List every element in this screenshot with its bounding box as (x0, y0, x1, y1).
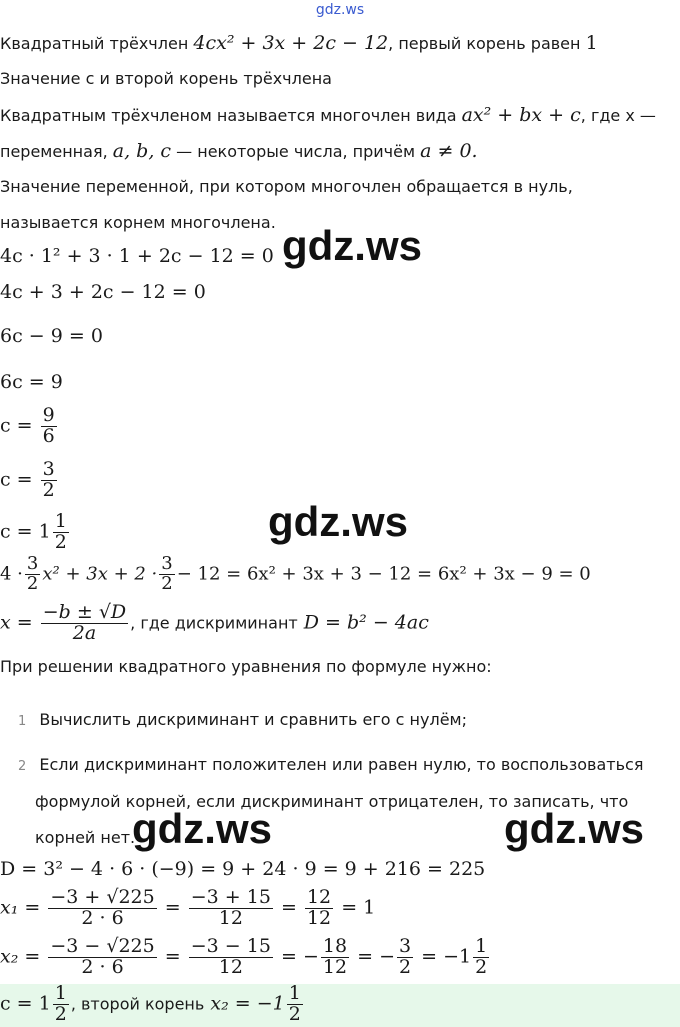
method-intro: При решении квадратного уравнения по формуле нужно: (0, 657, 492, 676)
step-2: 4c + 3 + 2c − 12 = 0 (0, 281, 206, 303)
numerator: −b ± √D (42, 601, 127, 623)
lhs: c = (0, 468, 33, 491)
fraction (48, 937, 156, 978)
numerator: 1 (54, 984, 67, 1004)
definition-text: переменная, (0, 142, 108, 161)
intro-tail: , первый корень равен (388, 34, 581, 53)
answer-line (0, 984, 305, 1025)
fraction (473, 937, 489, 978)
fraction (53, 984, 69, 1025)
numerator: 9 (42, 404, 55, 426)
fraction (159, 555, 174, 594)
equals: = (280, 896, 297, 919)
trinomial-formula: 4cx² + 3x + 2c − 12 (193, 32, 389, 54)
c-fraction-1 (0, 406, 59, 447)
substitution-line (0, 555, 591, 594)
watermark: gdz.ws (504, 805, 645, 852)
denominator: 2 (475, 955, 488, 978)
numerator: 3 (42, 458, 55, 480)
definition-1-line-2 (0, 140, 478, 162)
denominator: 12 (306, 906, 332, 929)
fraction (189, 888, 273, 929)
denominator: 6 (42, 424, 55, 447)
numerator: 1 (288, 984, 301, 1004)
discriminant-formula: D = b² − 4ac (303, 611, 429, 634)
intro-text: Квадратный трёхчлен (0, 34, 189, 53)
denominator: 2 (161, 572, 173, 594)
fraction (305, 888, 333, 929)
list-text: Вычислить дискриминант и сравнить его с нулём; (39, 710, 468, 729)
answer-box (0, 984, 680, 1027)
numerator: 1 (54, 510, 67, 532)
fraction (41, 460, 57, 501)
fraction (321, 937, 349, 978)
list-text: Если дискриминант положителен или равен нулю, то воспользоваться (39, 755, 644, 774)
condition: a ≠ 0. (420, 140, 478, 162)
denominator: 2a (72, 621, 97, 644)
list-number: 1 (18, 714, 27, 729)
formula-text: , где дискриминант (130, 613, 298, 633)
numerator: 12 (306, 886, 332, 908)
denominator: 2 (399, 955, 412, 978)
equals: = − (280, 945, 319, 968)
general-form: ax² + bx + c (461, 104, 581, 126)
equals: = (164, 945, 181, 968)
fraction (48, 888, 156, 929)
x1-calc (0, 888, 375, 929)
lhs: c = 1 (0, 992, 51, 1015)
denominator: 12 (218, 906, 243, 929)
result: = 1 (341, 896, 376, 919)
numerator: −3 − 15 (190, 935, 271, 957)
c-fraction-2 (0, 460, 59, 501)
fraction (25, 555, 40, 594)
second-root: x₂ = −1 (210, 992, 285, 1015)
lhs: x₂ = (0, 945, 41, 968)
denominator: 2 (288, 1002, 301, 1025)
definition-1-line-1 (0, 104, 656, 126)
numerator: 3 (399, 935, 412, 957)
denominator: 2 · 6 (81, 955, 124, 978)
numerator: −3 + √225 (50, 886, 155, 908)
watermark: gdz.ws (132, 805, 273, 852)
intro-line-2: Значение c и второй корень трёхчлена (0, 69, 332, 88)
list-item (18, 755, 643, 774)
coefficients: a, b, c (112, 140, 172, 162)
definition-text: — некоторые числа, причём (176, 142, 416, 161)
source-label[interactable]: gdz.ws (315, 2, 365, 18)
step-4: 6c = 9 (0, 371, 63, 393)
watermark: gdz.ws (268, 498, 409, 545)
list-text-cont: корней нет. (35, 828, 136, 847)
sub-part: 4 · (0, 563, 23, 585)
list-item (18, 710, 467, 729)
fraction (41, 603, 128, 644)
equals: = (164, 896, 181, 919)
numerator: 3 (161, 553, 173, 574)
denominator: 2 (42, 478, 55, 501)
equals: = − (357, 945, 395, 968)
x2-calc (0, 937, 491, 978)
numerator: −3 − √225 (50, 935, 155, 957)
quadratic-formula-line (0, 603, 429, 644)
watermark: gdz.ws (282, 222, 423, 269)
denominator: 2 (54, 1002, 67, 1025)
lhs: x = (0, 611, 33, 634)
definition-2-line-1: Значение переменной, при котором многочлен обращается в нуль, (0, 177, 573, 196)
list-number: 2 (18, 759, 27, 774)
first-root: 1 (585, 32, 598, 54)
lhs: x₁ = (0, 896, 41, 919)
list-text-cont: формулой корней, если дискриминант отрицателен, то записать, что (35, 792, 629, 811)
step-1: 4c · 1² + 3 · 1 + 2c − 12 = 0 (0, 245, 274, 267)
denominator: 2 · 6 (81, 906, 124, 929)
definition-text: , где x — (580, 106, 656, 125)
equals: = −1 (421, 945, 472, 968)
numerator: 3 (26, 553, 39, 574)
lhs: c = (0, 414, 33, 437)
fraction (189, 937, 273, 978)
sub-part: − 12 = 6x² + 3x + 3 − 12 = 6x² + 3x − 9 = 0 (176, 563, 591, 585)
fraction (287, 984, 303, 1025)
definition-text: Квадратным трёхчленом называется многочлен вида (0, 106, 457, 125)
sub-part: x² + 3x + 2 · (42, 563, 158, 585)
discriminant-calc: D = 3² − 4 · 6 · (−9) = 9 + 24 · 9 = 9 + 216 = 225 (0, 858, 486, 880)
fraction (53, 512, 69, 553)
fraction (397, 937, 413, 978)
lhs: c = 1 (0, 520, 51, 543)
numerator: −3 + 15 (190, 886, 271, 908)
denominator: 12 (218, 955, 243, 978)
step-3: 6c − 9 = 0 (0, 325, 103, 347)
intro-line-1 (0, 32, 598, 54)
definition-2-line-2: называется корнем многочлена. (0, 213, 276, 232)
fraction (41, 406, 57, 447)
denominator: 2 (26, 572, 39, 594)
denominator: 12 (322, 955, 348, 978)
numerator: 18 (322, 935, 348, 957)
answer-text: , второй корень (70, 994, 205, 1014)
c-mixed-fraction (0, 512, 71, 553)
denominator: 2 (54, 530, 67, 553)
numerator: 1 (475, 935, 488, 957)
